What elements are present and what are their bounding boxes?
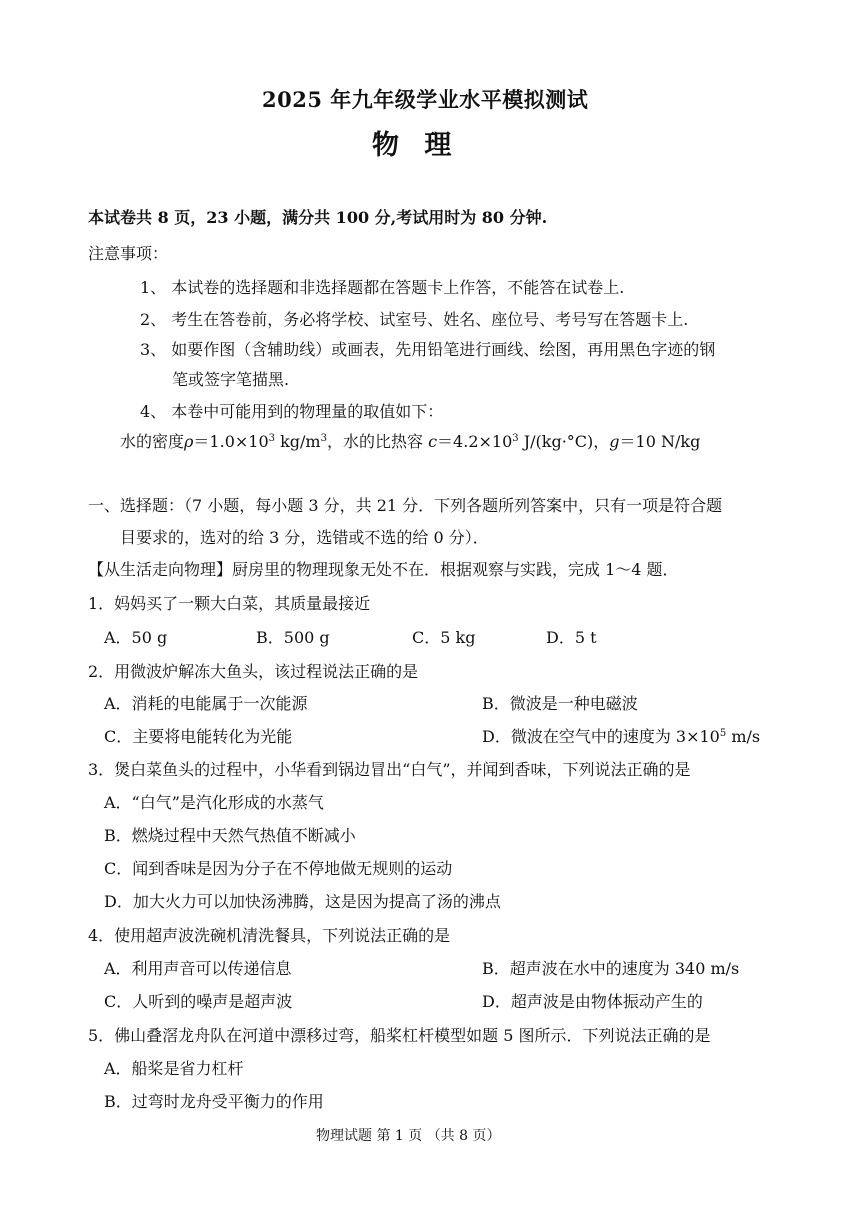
q1-option-a: A．50 g <box>104 628 168 647</box>
physical-constants <box>120 432 700 452</box>
section-context: 【从生活走向物理】厨房里的物理现象无处不在．根据观察与实践，完成 1～4 题． <box>88 560 679 579</box>
q3-option-c: C．闻到香味是因为分子在不停地做无规则的运动 <box>104 859 453 878</box>
exam-title: 2025 年九年级学业水平模拟测试 <box>262 87 589 112</box>
q2-option-c: C．主要将电能转化为光能 <box>104 727 293 746</box>
question-3-stem: 3．煲白菜鱼头的过程中，小华看到锅边冒出“白气”，并闻到香味，下列说法正确的是 <box>88 760 691 779</box>
q2-option-b: B．微波是一种电磁波 <box>482 694 638 713</box>
q3-option-a: A．“白气”是汽化形成的水蒸气 <box>104 793 324 812</box>
rho-symbol: ρ <box>184 432 194 451</box>
q2-option-a: A．消耗的电能属于一次能源 <box>104 694 308 713</box>
note-item: 2、 考生在答卷前，务必将学校、试室号、姓名、座位号、考号写在答题卡上. <box>140 310 689 329</box>
question-5-stem: 5．佛山叠滘龙舟队在河道中漂移过弯，船桨杠杆模型如题 5 图所示．下列说法正确的是 <box>88 1026 711 1045</box>
q5-option-b: B．过弯时龙舟受平衡力的作用 <box>104 1092 324 1111</box>
heat-capacity-label: ，水的比热容 <box>326 432 429 451</box>
water-density-label: 水的密度 <box>120 432 185 451</box>
note-item: 3、 如要作图（含辅助线）或画表，先用铅笔进行画线、绘图，再用黑色字迹的钢 <box>140 340 716 359</box>
notes-heading: 注意事项： <box>88 244 169 263</box>
q2-option-d <box>482 727 760 747</box>
q2-option-d-text: D．微波在空气中的速度为 3×10 <box>482 727 720 746</box>
exponent: 3 <box>512 433 519 444</box>
question-2-stem: 2．用微波炉解冻大鱼头，该过程说法正确的是 <box>88 662 419 681</box>
q4-option-b: B．超声波在水中的速度为 340 m/s <box>482 959 740 978</box>
heat-capacity-value: ＝4.2×10 <box>437 432 513 451</box>
q4-option-d: D．超声波是由物体振动产生的 <box>482 992 703 1011</box>
c-symbol: c <box>428 432 438 451</box>
q1-option-d: D．5 t <box>546 628 597 647</box>
q1-option-c: C．5 kg <box>412 628 476 647</box>
q1-option-b: B．500 g <box>256 628 330 647</box>
note-item: 4、 本卷中可能用到的物理量的取值如下： <box>140 402 444 421</box>
note-item: 1、 本试卷的选择题和非选择题都在答题卡上作答，不能答在试卷上. <box>140 278 625 297</box>
exponent: 3 <box>268 433 276 444</box>
exam-intro: 本试卷共 8 页，23 小题，满分共 100 分,考试用时为 80 分钟. <box>88 208 548 227</box>
g-value: ＝10 N/kg <box>619 432 701 451</box>
question-1-stem: 1．妈妈买了一颗大白菜，其质量最接近 <box>88 594 371 613</box>
q2-option-d-unit: m/s <box>726 727 761 746</box>
heat-capacity-unit: J/(kg·°C)， <box>518 432 610 451</box>
question-4-stem: 4．使用超声波洗碗机清洗餐具，下列说法正确的是 <box>88 926 451 945</box>
subject-title: 物 理 <box>372 130 460 161</box>
q5-option-a: A．船桨是省力杠杆 <box>104 1059 244 1078</box>
g-symbol: g <box>609 432 620 451</box>
exponent: 3 <box>320 433 327 444</box>
q3-option-d: D．加大火力可以加快汤沸腾，这是因为提高了汤的沸点 <box>104 892 501 911</box>
exponent: 5 <box>719 728 727 739</box>
q3-option-b: B．燃烧过程中天然气热值不断减小 <box>104 826 356 845</box>
section-heading-cont: 目要求的，选对的给 3 分，选错或不选的给 0 分）． <box>120 528 489 547</box>
section-heading: 一、选择题：（7 小题，每小题 3 分，共 21 分．下列各题所列答案中，只有一项是符合题 <box>88 496 723 515</box>
q4-option-a: A．利用声音可以传递信息 <box>104 959 292 978</box>
water-density-value: ＝1.0×10 <box>193 432 269 451</box>
q4-option-c: C．人听到的噪声是超声波 <box>104 992 293 1011</box>
note-item: 笔或签字笔描黑. <box>172 370 290 389</box>
page-footer: 物理试题 第 1 页 （共 8 页） <box>316 1128 501 1144</box>
density-unit: kg/m <box>275 432 321 451</box>
